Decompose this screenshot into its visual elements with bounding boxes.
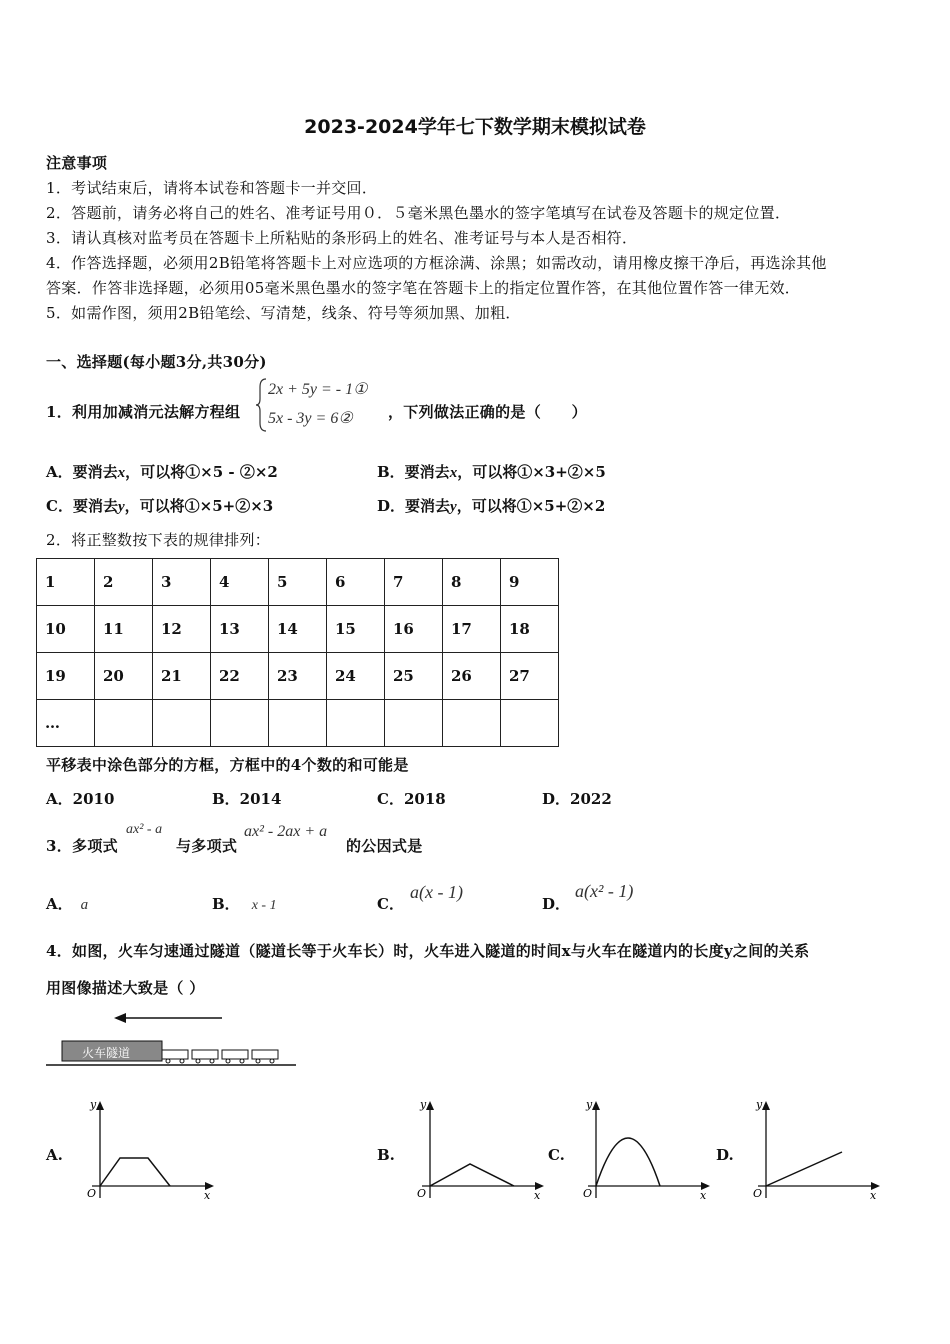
table-cell: 8 [443, 559, 501, 606]
q2-option-b[interactable]: B．2014 [212, 790, 282, 808]
q3-option-a[interactable]: A． a [46, 895, 89, 913]
table-cell: 23 [269, 653, 327, 700]
table-cell: 14 [269, 606, 327, 653]
table-cell: … [37, 700, 95, 747]
table-cell [443, 700, 501, 747]
q2-option-c[interactable]: C．2018 [377, 790, 446, 808]
table-cell: 21 [153, 653, 211, 700]
table-row [37, 606, 559, 653]
table-cell: 19 [37, 653, 95, 700]
x-axis-label: x [204, 1189, 211, 1202]
table-cell: 1 [37, 559, 95, 606]
graph-d [750, 1096, 885, 1206]
table-cell [153, 700, 211, 747]
q4-stem-line-1: 4．如图，火车匀速通过隧道（隧道长等于火车长）时，火车进入隧道的时间x与火车在隧道内的长度y之间的关系 [46, 942, 810, 960]
origin-label: O [583, 1187, 593, 1200]
q1-option-c[interactable]: C．要消去y，可以将①×5+②×3 [46, 497, 274, 515]
q1-prefix: 1．利用加减消元法解方程组 [46, 403, 241, 421]
q1-suffix: ，下列做法正确的是（ ） [388, 403, 587, 421]
q2-option-a[interactable]: A．2010 [46, 790, 115, 808]
q3-middle: 与多项式 [176, 837, 238, 855]
table-cell: 9 [501, 559, 559, 606]
table-cell: 11 [95, 606, 153, 653]
x-axis-label: x [870, 1189, 877, 1202]
q2-option-d[interactable]: D．2022 [542, 790, 612, 808]
q3-option-b[interactable]: B． x - 1 [212, 895, 277, 913]
table-cell: 15 [327, 606, 385, 653]
y-axis-label: y [420, 1098, 427, 1111]
origin-label: O [87, 1187, 97, 1200]
table-cell: 22 [211, 653, 269, 700]
table-cell: 6 [327, 559, 385, 606]
notice-item-4b: 答案．作答非选择题，必须用05毫米黑色墨水的签字笔在答题卡上的指定位置作答，在其他位置作答一律无效． [46, 279, 801, 297]
table-cell: 13 [211, 606, 269, 653]
q4-option-a[interactable]: A. [46, 1146, 63, 1164]
graph-a [84, 1096, 219, 1206]
q3-option-d-expression: a(x² - 1) [575, 881, 634, 901]
y-axis-label: y [586, 1098, 593, 1111]
origin-label: O [753, 1187, 763, 1200]
notice-item-3: 3．请认真核对监考员在答题卡上所粘贴的条形码上的姓名、准考证号与本人是否相符． [46, 229, 638, 247]
table-cell [269, 700, 327, 747]
table-row [37, 653, 559, 700]
table-cell: 26 [443, 653, 501, 700]
q2-number-table [36, 558, 559, 747]
train-cars [162, 1050, 278, 1063]
table-cell: 18 [501, 606, 559, 653]
table-cell: 4 [211, 559, 269, 606]
table-cell: 10 [37, 606, 95, 653]
q4-option-d[interactable]: D. [716, 1146, 734, 1164]
table-cell [95, 700, 153, 747]
q3-prefix: 3．多项式 [46, 837, 118, 855]
table-row [37, 700, 559, 747]
q3-option-c-expression: a(x - 1) [410, 882, 463, 902]
table-cell: 17 [443, 606, 501, 653]
q1-equation-1: 2x + 5y = - 1① [268, 381, 368, 398]
table-cell: 16 [385, 606, 443, 653]
table-cell [327, 700, 385, 747]
origin-label: O [417, 1187, 427, 1200]
q1-equation-2: 5x - 3y = 6② [268, 410, 353, 427]
q4-stem-line-2: 用图像描述大致是（ ） [46, 979, 205, 997]
table-cell: 20 [95, 653, 153, 700]
graph-c [580, 1096, 715, 1206]
direction-arrow [114, 1013, 222, 1023]
notice-item-1: 1．考试结束后，请将本试卷和答题卡一并交回． [46, 179, 378, 197]
q3-option-c[interactable]: C． [377, 895, 404, 913]
q1-option-a[interactable]: A．要消去x，可以将①×5 - ②×2 [46, 463, 278, 481]
x-axis-label: x [700, 1189, 707, 1202]
graph-b [414, 1096, 549, 1206]
train-tunnel-figure [44, 1008, 299, 1072]
table-cell [211, 700, 269, 747]
table-cell [501, 700, 559, 747]
notice-item-2: 2．答题前，请务必将自己的姓名、准考证号用０．５毫米黑色墨水的签字笔填写在试卷及答题卡的规定位置． [46, 204, 791, 222]
table-cell: 25 [385, 653, 443, 700]
q3-expression-2: ax² - 2ax + a [244, 823, 328, 840]
tunnel-label: 火车隧道 [82, 1046, 131, 1060]
q1-option-b[interactable]: B．要消去x，可以将①×3+②×5 [377, 463, 606, 481]
table-cell: 5 [269, 559, 327, 606]
q3-option-d[interactable]: D． [542, 895, 571, 913]
notice-item-4: 4．作答选择题，必须用2B铅笔将答题卡上对应选项的方框涂满、涂黑；如需改动，请用橡皮擦干净后，再选涂其他 [46, 254, 827, 272]
table-cell: 27 [501, 653, 559, 700]
table-cell: 24 [327, 653, 385, 700]
table-cell: 2 [95, 559, 153, 606]
q2-question: 平移表中涂色部分的方框，方框中的4个数的和可能是 [46, 756, 409, 774]
notice-item-5: 5．如需作图，须用2B铅笔绘、写清楚，线条、符号等须加黑、加粗． [46, 304, 521, 322]
page-title: 2023-2024学年七下数学期末模拟试卷 [304, 116, 646, 138]
q4-option-b[interactable]: B. [377, 1146, 395, 1164]
q1-option-d[interactable]: D．要消去y，可以将①×5+②×2 [377, 497, 606, 515]
table-cell: 12 [153, 606, 211, 653]
q4-option-c[interactable]: C. [548, 1146, 565, 1164]
table-cell: 3 [153, 559, 211, 606]
q3-expression-1: ax² - a [126, 822, 163, 837]
notice-heading: 注意事项 [46, 154, 108, 172]
section-heading: 一、选择题(每小题3分,共30分) [46, 353, 267, 371]
q3-suffix: 的公因式是 [346, 837, 423, 855]
table-cell [385, 700, 443, 747]
x-axis-label: x [534, 1189, 541, 1202]
q2-stem: 2．将正整数按下表的规律排列： [46, 531, 271, 549]
y-axis-label: y [756, 1098, 763, 1111]
q1-brace [256, 377, 268, 433]
y-axis-label: y [90, 1098, 97, 1111]
table-cell: 7 [385, 559, 443, 606]
table-row [37, 559, 559, 606]
